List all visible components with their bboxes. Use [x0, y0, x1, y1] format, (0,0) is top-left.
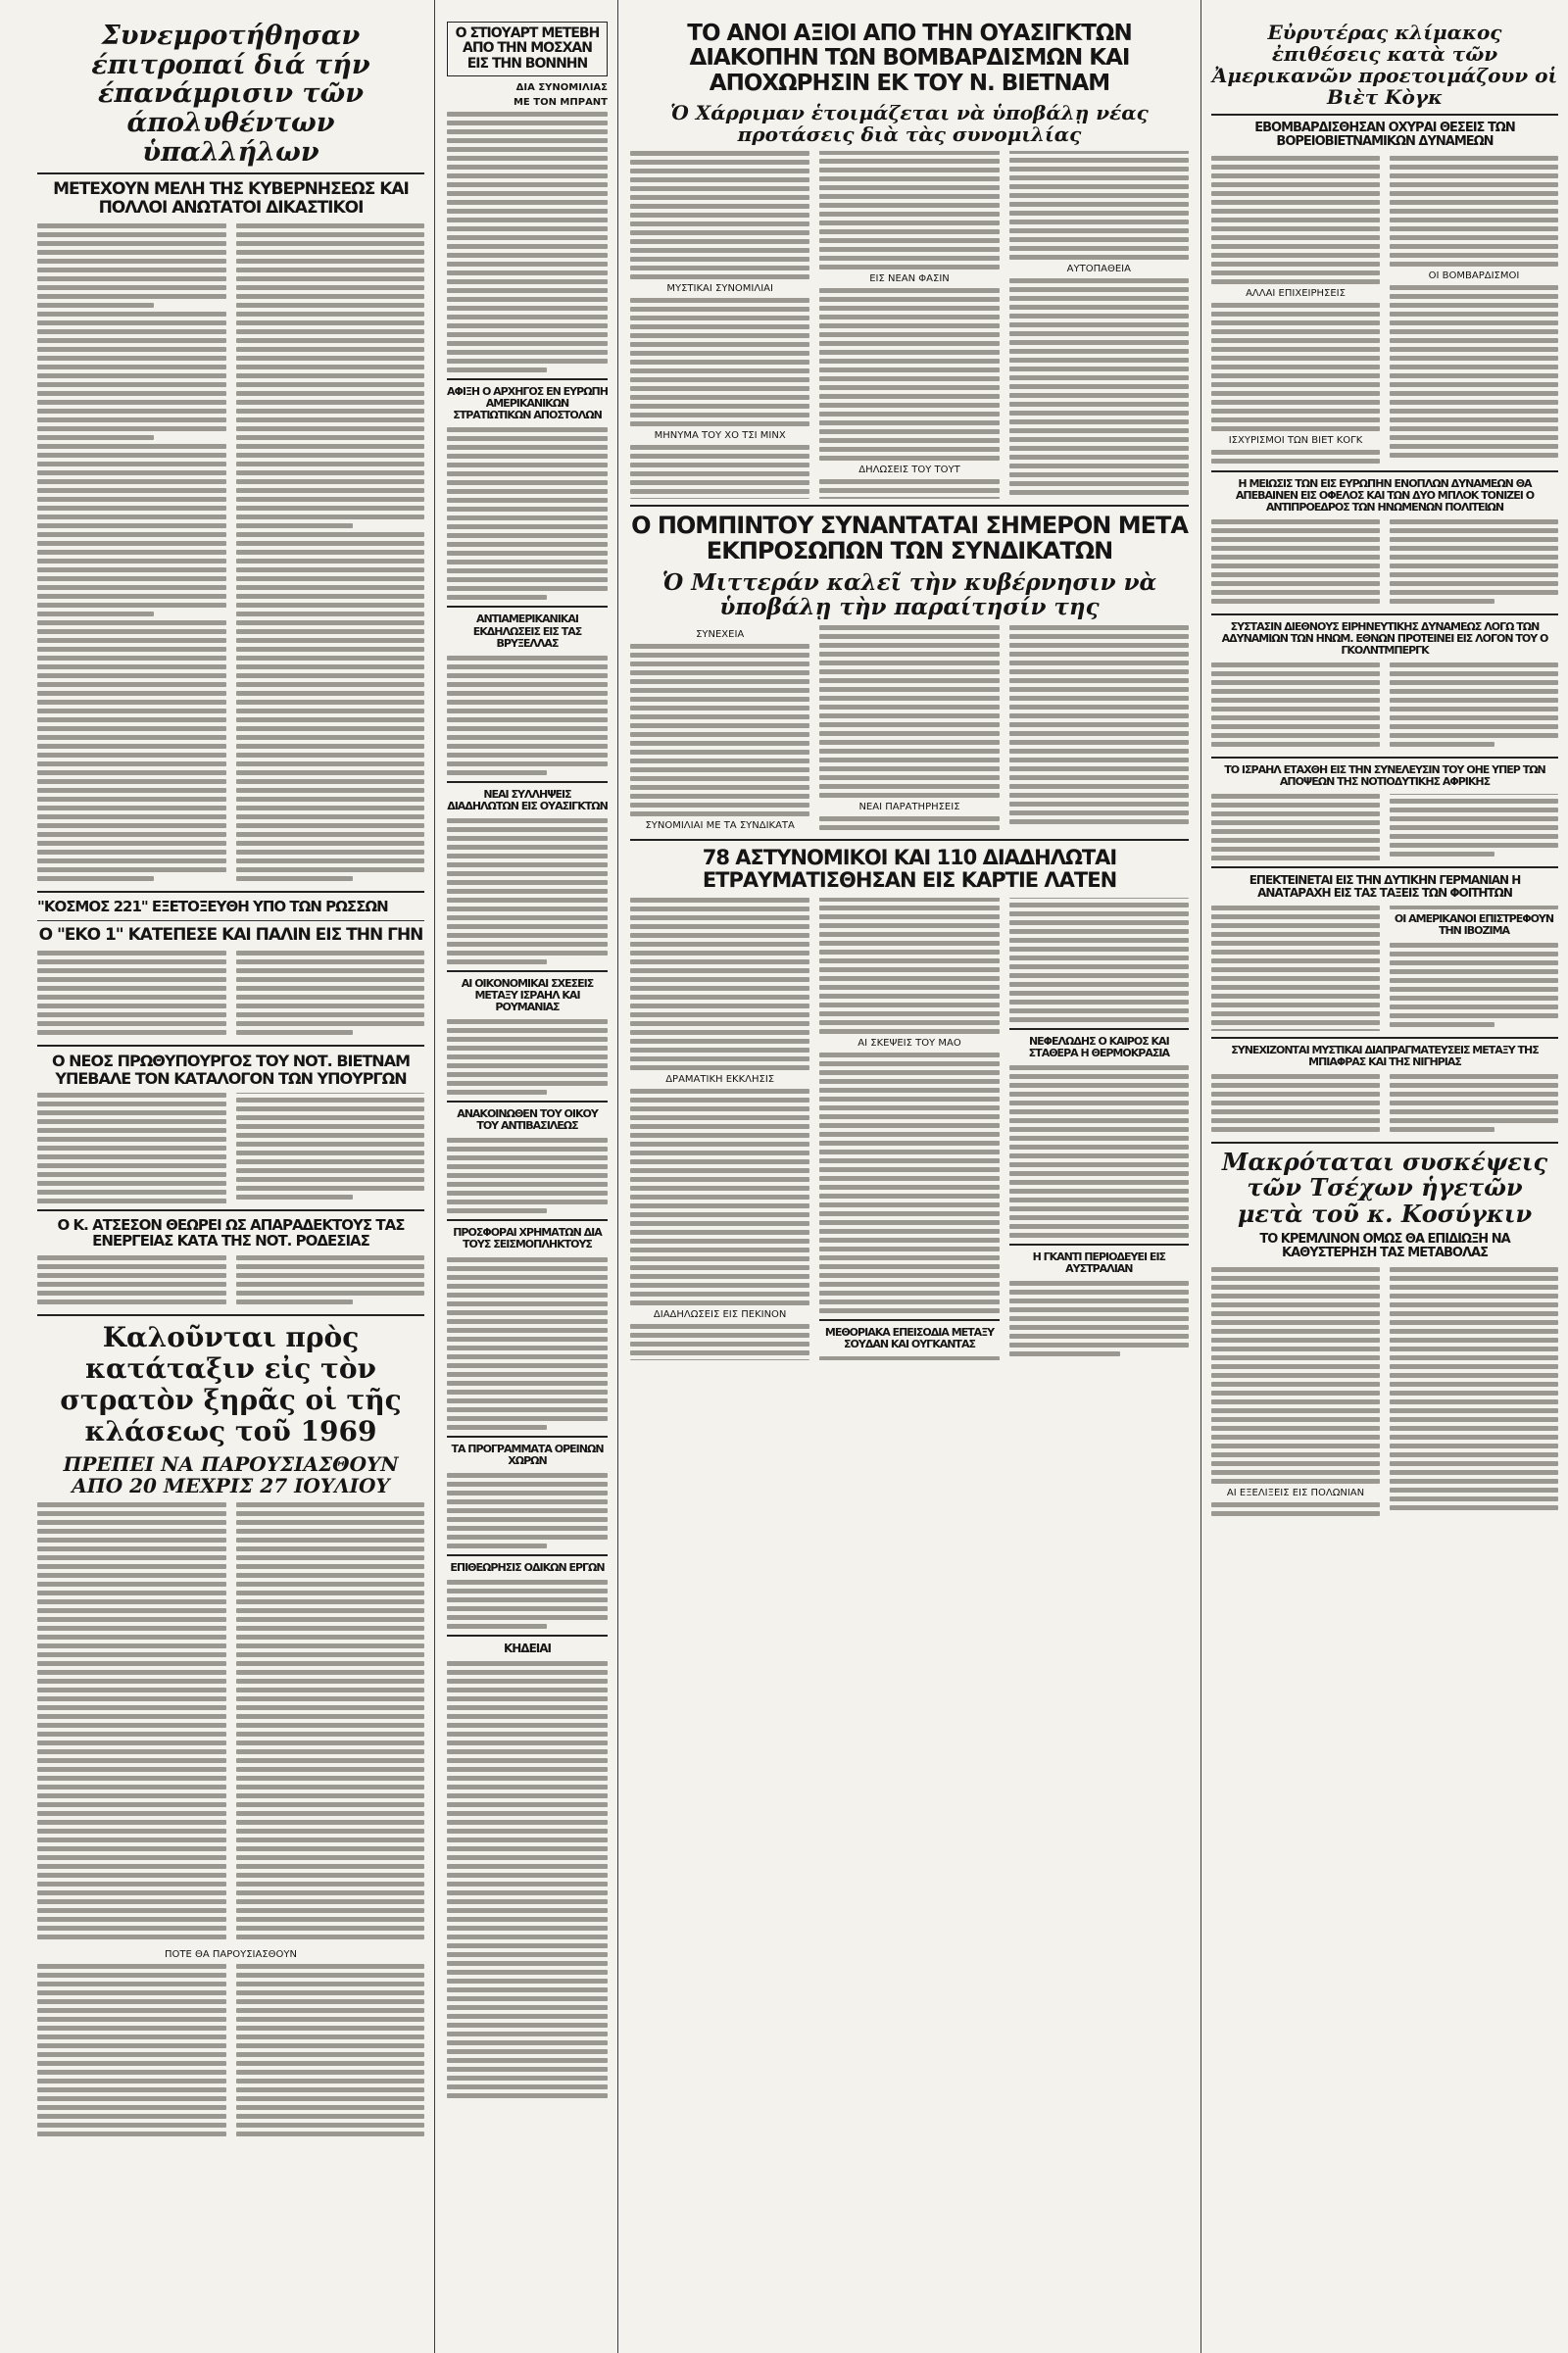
subhead-mitterrand: Ὁ Μιττεράν καλεῖ τὴν κυβέρνησιν νὰ ὑποβάλῃ τὴν παραίτησίν της [662, 568, 1157, 620]
obituaries-body [447, 1661, 608, 2098]
headline-kosygin: Μακρόταται συσκέψεις τῶν Τσέχων ἡγετῶν μετὰ τοῦ κ. Κοσύγκιν [1221, 1148, 1548, 1228]
headline-conscription: Καλοῦνται πρὸς κατάταξιν εἰς τὸν στρατὸν ξηρᾶς οἱ τῆς κλάσεως τοῦ 1969 [60, 1320, 402, 1448]
section-label-other-ops: ΑΛΛΑΙ ΕΠΙΧΕΙΡΗΣΕΙΣ [1246, 287, 1346, 299]
headline-eko: Ο "ΕΚΟ 1" ΚΑΤΕΠΕΣΕ ΚΑΙ ΠΑΛΙΝ ΕΙΣ ΤΗΝ ΓΗΝ [38, 925, 423, 946]
article-biafra-body [1211, 1074, 1558, 1136]
article-acheson-body [37, 1255, 424, 1308]
article-washington-arrests-body [447, 818, 608, 964]
column-1 [27, 0, 435, 2353]
section-label-when: ΠΟΤΕ ΘΑ ΠΑΡΟΥΣΙΑΣΘΟΥΝ [164, 1949, 297, 1961]
article-israel-romania-body [447, 1019, 608, 1095]
article-conscription-body-2 [37, 1964, 424, 2140]
headline-german-students: ΕΠΕΚΤΕΙΝΕΤΑΙ ΕΙΣ ΤΗΝ ΔΥΤΙΚΗΝ ΓΕΡΜΑΝΙΑΝ Η ΑΝΑΤΑΡΑΧΗ ΕΙΣ ΤΑΣ ΤΑΞΕΙΣ ΤΩΝ ΦΟΙΤΗΤΩΝ [1249, 872, 1521, 901]
article-kosygin-body [1211, 1267, 1558, 1517]
byline-stewart: ΜΕ ΤΟΝ ΜΠΡΑΝΤ [513, 97, 608, 109]
article-german-students-body [1211, 906, 1558, 1031]
headline-brussels: ΑΝΤΙΑΜΕΡΙΚΑΝΙΚΑΙ ΕΚΔΗΛΩΣΕΙΣ ΕΙΣ ΤΑΣ ΒΡΥΞΕΛΛΑΣ [472, 613, 582, 650]
headline-us-missions: ΑΦΙΞΗ Ο ΑΡΧΗΓΟΣ ΕΝ ΕΥΡΩΠΗ ΑΜΕΡΙΚΑΝΙΚΩΝ ΣΤΡΑΤΙΩΤΙΚΩΝ ΑΠΟΣΤΟΛΩΝ [447, 385, 608, 422]
section-label-thuat: ΔΗΛΩΣΕΙΣ ΤΟΥ ΤΟΥΤ [858, 464, 960, 475]
section-label-ho-message: ΜΗΝΥΜΑ ΤΟΥ ΧΟ ΤΣΙ ΜΙΝΧ [654, 429, 786, 441]
article-earthquake-aid-body [447, 1257, 608, 1430]
section-label-dramatic-appeal: ΔΡΑΜΑΤΙΚΗ ΕΚΚΛΗΣΙΣ [665, 1073, 775, 1085]
headline-acheson: Ο Κ. ΑΤΣΕΣΟΝ ΘΕΩΡΕΙ ΩΣ ΑΠΑΡΑΔΕΚΤΟΥΣ ΤΑΣ ΕΝΕΡΓΕΙΑΣ ΚΑΤΑ ΤΗΣ ΝΟΤ. ΡΟΔΕΣΙΑΣ [57, 1215, 405, 1250]
headline-goldberg: ΣΥΣΤΑΣΙΝ ΔΙΕΘΝΟΥΣ ΕΙΡΗΝΕΥΤΙΚΗΣ ΔΥΝΑΜΕΩΣ ΛΟΓΩ ΤΩΝ ΑΔΥΝΑΜΙΩΝ ΤΩΝ ΗΝΩΜ. ΕΘΝΩΝ ΠΡΟΤΕΙΝΕΙ ΕΙΣ ΛΟΓΟΝ ΤΟΥ Ο ΓΚΟΛΝΤΜΠΕΡΓΚ [1221, 619, 1548, 658]
headline-regent: ΑΝΑΚΟΙΝΩΘΕΝ ΤΟΥ ΟΙΚΟΥ ΤΟΥ ΑΝΤΙΒΑΣΙΛΕΩΣ [457, 1107, 598, 1133]
headline-latin-quarter: 78 ΑΣΤΥΝΟΜΙΚΟΙ ΚΑΙ 110 ΔΙΑΔΗΛΩΤΑΙ ΕΤΡΑΥΜΑΤΙΣΘΗΣΑΝ ΕΙΣ ΚΑΡΤΙΕ ΛΑΤΕΝ [702, 845, 1117, 892]
headline-earthquake-aid: ΠΡΟΣΦΟΡΑΙ ΧΡΗΜΑΤΩΝ ΔΙΑ ΤΟΥΣ ΣΕΙΣΜΟΠΛΗΚΤΟΥΣ [453, 1226, 602, 1251]
section-label-remarks: ΝΕΑΙ ΠΑΡΑΤΗΡΗΣΕΙΣ [858, 802, 960, 813]
headline-weather: ΝΕΦΕΛΩΔΗΣ Ο ΚΑΙΡΟΣ ΚΑΙ ΣΤΑΘΕΡΑ Η ΘΕΡΜΟΚΡΑΣΙΑ [1028, 1034, 1169, 1059]
section-label-unions: ΣΥΝΟΜΙΛΙΑΙ ΜΕ ΤΑ ΣΥΝΔΙΚΑΤΑ [645, 820, 795, 832]
article-space-body [37, 951, 424, 1039]
headline-sudan-uganda: ΜΕΘΟΡΙΑΚΑ ΕΠΕΙΣΟΔΙΑ ΜΕΤΑΞΥ ΣΟΥΔΑΝ ΚΑΙ ΟΥΓΚΑΝΤΑΣ [824, 1325, 995, 1350]
section-label-bombings: ΟΙ ΒΟΜΒΑΡΔΙΣΜΟΙ [1428, 270, 1520, 281]
headline-funerals: ΚΗΔΕΙΑΙ [503, 1641, 552, 1655]
section-label-poland: ΑΙ ΕΞΕΛΙΞΕΙΣ ΕΙΣ ΠΟΛΩΝΙΑΝ [1226, 1487, 1365, 1498]
headline-kosmos: "ΚΟΣΜΟΣ 221" ΕΞΕΤΟΞΕΥΘΗ ΥΠΟ ΤΩΝ ΡΩΣΣΩΝ [37, 897, 388, 915]
article-viet-cong-body [1211, 156, 1558, 465]
section-label-continued: ΣΥΝΕΧΕΙΑ [696, 629, 745, 641]
article-goldberg-body [1211, 662, 1558, 751]
subhead-kremlin: ΤΟ ΚΡΕΜΛΙΝΟΝ ΟΜΩΣ ΘΑ ΕΠΙΔΙΩΞΗ ΝΑ ΚΑΘΥΣΤΕΡΗΣΗ ΤΑΣ ΜΕΤΑΒΟΛΑΣ [1259, 1232, 1510, 1261]
article-latin-quarter-body [630, 898, 1189, 1360]
section-label-secret-talks: ΜΥΣΤΙΚΑΙ ΣΥΝΟΜΙΛΙΑΙ [666, 282, 773, 294]
article-conscription-body [37, 1502, 424, 1943]
subhead-committees: ΜΕΤΕΧΟΥΝ ΜΕΛΗ ΤΗΣ ΚΥΒΕΡΝΗΣΕΩΣ ΚΑΙ ΠΟΛΛΟΙ ΑΝΩΤΑΤΟΙ ΔΙΚΑΣΤΙΚΟΙ [53, 179, 409, 219]
headline-committees: Συνεμροτήθησαν έπιτροπαί διά τήν έπανάμρισιν τῶν άπολυθέντων ὑπαλλήλων [91, 21, 370, 168]
section-label-self: ΑΥΤΟΠΑΘΕΙΑ [1066, 263, 1131, 274]
headline-iwo-jima: ΟΙ ΑΜΕΡΙΚΑΝΟΙ ΕΠΙΣΤΡΕΦΟΥΝ ΤΗΝ ΙΒΟΖΙΜΑ [1394, 911, 1554, 937]
section-label-peking-demos: ΔΙΑΔΗΛΩΣΕΙΣ ΕΙΣ ΠΕΚΙΝΟΝ [653, 1308, 787, 1320]
subhead-conscription: ΠΡΕΠΕΙ ΝΑ ΠΑΡΟΥΣΙΑΣΘΟΥΝ ΑΠΟ 20 ΜΕΧΡΙΣ 27 ΙΟΥΛΙΟΥ [63, 1452, 399, 1498]
headline-mountain-programs: ΤΑ ΠΡΟΓΡΑΜΜΑΤΑ ΟΡΕΙΝΩΝ ΧΩΡΩΝ [451, 1442, 604, 1467]
headline-hanoi: ΤΟ ΑΝΟΙ ΑΞΙΟΙ ΑΠΟ ΤΗΝ ΟΥΑΣΙΓΚΤΩΝ ΔΙΑΚΟΠΗΝ ΤΩΝ ΒΟΜΒΑΡΔΙΣΜΩΝ ΚΑΙ ΑΠΟΧΩΡΗΣΙΝ ΕΚ ΤΟΥ Ν. ΒΙΕΤΝΑΜ [687, 21, 1132, 96]
article-stewart-body [447, 112, 608, 372]
headline-road-works: ΕΠΙΘΕΩΡΗΣΙΣ ΟΔΙΚΩΝ ΕΡΓΩΝ [450, 1560, 605, 1574]
section-label-new-phase: ΕΙΣ ΝΕΑΝ ΦΑΣΙΝ [869, 272, 950, 284]
headline-vietnam-pm: Ο ΝΕΟΣ ΠΡΩΘΥΠΟΥΡΓΟΣ ΤΟΥ ΝΟΤ. ΒΙΕΤΝΑΜ ΥΠΕΒΑΛΕ ΤΟΝ ΚΑΤΑΛΟΓΟΝ ΤΩΝ ΥΠΟΥΡΓΩΝ [51, 1052, 410, 1088]
article-us-missions-body [447, 427, 608, 600]
article-committees-body [37, 223, 424, 885]
section-label-vc-claims: ΙΣΧΥΡΙΣΜΟΙ ΤΩΝ ΒΙΕΤ ΚΟΓΚ [1228, 434, 1363, 446]
headline-gandhi-australia: Η ΓΚΑΝΤΙ ΠΕΡΙΟΔΕΥΕΙ ΕΙΣ ΑΥΣΤΡΑΛΙΑΝ [1032, 1250, 1166, 1275]
article-regent-body [447, 1138, 608, 1213]
column-2 [437, 0, 618, 2353]
section-label-mao: ΑΙ ΣΚΕΨΕΙΣ ΤΟΥ ΜΑΟ [858, 1037, 961, 1049]
article-hanoi-body [630, 151, 1189, 499]
kicker-stewart: ΔΙΑ ΣΥΝΟΜΙΛΙΑΣ [515, 82, 608, 94]
headline-israel-un: ΤΟ ΙΣΡΑΗΛ ΕΤΑΧΘΗ ΕΙΣ ΤΗΝ ΣΥΝΕΛΕΥΣΙΝ ΤΟΥ ΟΗΕ ΥΠΕΡ ΤΩΝ ΑΠΟΨΕΩΝ ΤΗΣ ΝΟΤΙΟΔΥΤΙΚΗΣ ΑΦΡΙΚΗΣ [1224, 763, 1545, 789]
column-3 [620, 0, 1199, 2353]
article-vietnam-pm-body [37, 1093, 424, 1203]
headline-biafra: ΣΥΝΕΧΙΖΟΝΤΑΙ ΜΥΣΤΙΚΑΙ ΔΙΑΠΡΑΓΜΑΤΕΥΣΕΙΣ ΜΕΤΑΞΥ ΤΗΣ ΜΠΙΑΦΡΑΣ ΚΑΙ ΤΗΣ ΝΙΓΗΡΙΑΣ [1231, 1043, 1539, 1068]
headline-pompidou: Ο ΠΟΜΠΙΝΤΟΥ ΣΥΝΑΝΤΑΤΑΙ ΣΗΜΕΡΟΝ ΜΕΤΑ ΕΚΠΡΟΣΩΠΩΝ ΤΩΝ ΣΥΝΔΙΚΑΤΩΝ [631, 511, 1188, 565]
column-4 [1200, 0, 1568, 2353]
article-israel-un-body [1211, 794, 1558, 860]
headline-washington-arrests: ΝΕΑΙ ΣΥΛΛΗΨΕΙΣ ΔΙΑΔΗΛΩΤΩΝ ΕΙΣ ΟΥΑΣΙΓΚΤΩΝ [447, 787, 608, 812]
headline-israel-romania: ΑΙ ΟΙΚΟΝΟΜΙΚΑΙ ΣΧΕΣΕΙΣ ΜΕΤΑΞΥ ΙΣΡΑΗΛ ΚΑΙ ΡΟΥΜΑΝΙΑΣ [461, 976, 594, 1014]
article-europe-forces-body [1211, 519, 1558, 608]
divider [37, 172, 424, 174]
article-pompidou-body [630, 625, 1189, 832]
headline-europe-forces: Η ΜΕΙΩΣΙΣ ΤΩΝ ΕΙΣ ΕΥΡΩΠΗΝ ΕΝΟΠΛΩΝ ΔΥΝΑΜΕΩΝ ΘΑ ΑΠΕΒΑΙΝΕΝ ΕΙΣ ΟΦΕΛΟΣ ΚΑΙ ΤΩΝ ΔΥΟ ΜΠΛΟΚ ΤΟΝΙΖΕΙ Ο ΑΝΤΙΠΡΟΕΔΡΟΣ ΤΩΝ ΗΝΩΜΕΝΩΝ ΠΟΛΙΤΕΙΩΝ [1235, 476, 1535, 514]
article-brussels-body [447, 656, 608, 775]
subhead-viet-cong: ΕΒΟΜΒΑΡΔΙΣΘΗΣΑΝ ΟΧΥΡΑΙ ΘΕΣΕΙΣ ΤΩΝ ΒΟΡΕΙΟΒΙΕΤΝΑΜΙΚΩΝ ΔΥΝΑΜΕΩΝ [1254, 121, 1515, 150]
article-mountain-programs-body [447, 1473, 608, 1548]
headline-stewart: Ο ΣΤΙΟΥΑΡΤ ΜΕΤΕΒΗ ΑΠΟ ΤΗΝ ΜΟΣΧΑΝ ΕΙΣ ΤΗΝ ΒΟΝΝΗΝ [447, 22, 608, 76]
article-road-works-body [447, 1580, 608, 1629]
headline-viet-cong: Εὐρυτέρας κλίμακος ἐπιθέσεις κατὰ τῶν Ἀμερικανῶν προετοιμάζουν οἱ Βιὲτ Κὸγκ [1211, 21, 1558, 109]
subhead-hanoi: Ὁ Χάρριμαν ἑτοιμάζεται νὰ ὑποβάλῃ νέας προτάσεις διὰ τὰς συνομιλίας [670, 100, 1149, 146]
